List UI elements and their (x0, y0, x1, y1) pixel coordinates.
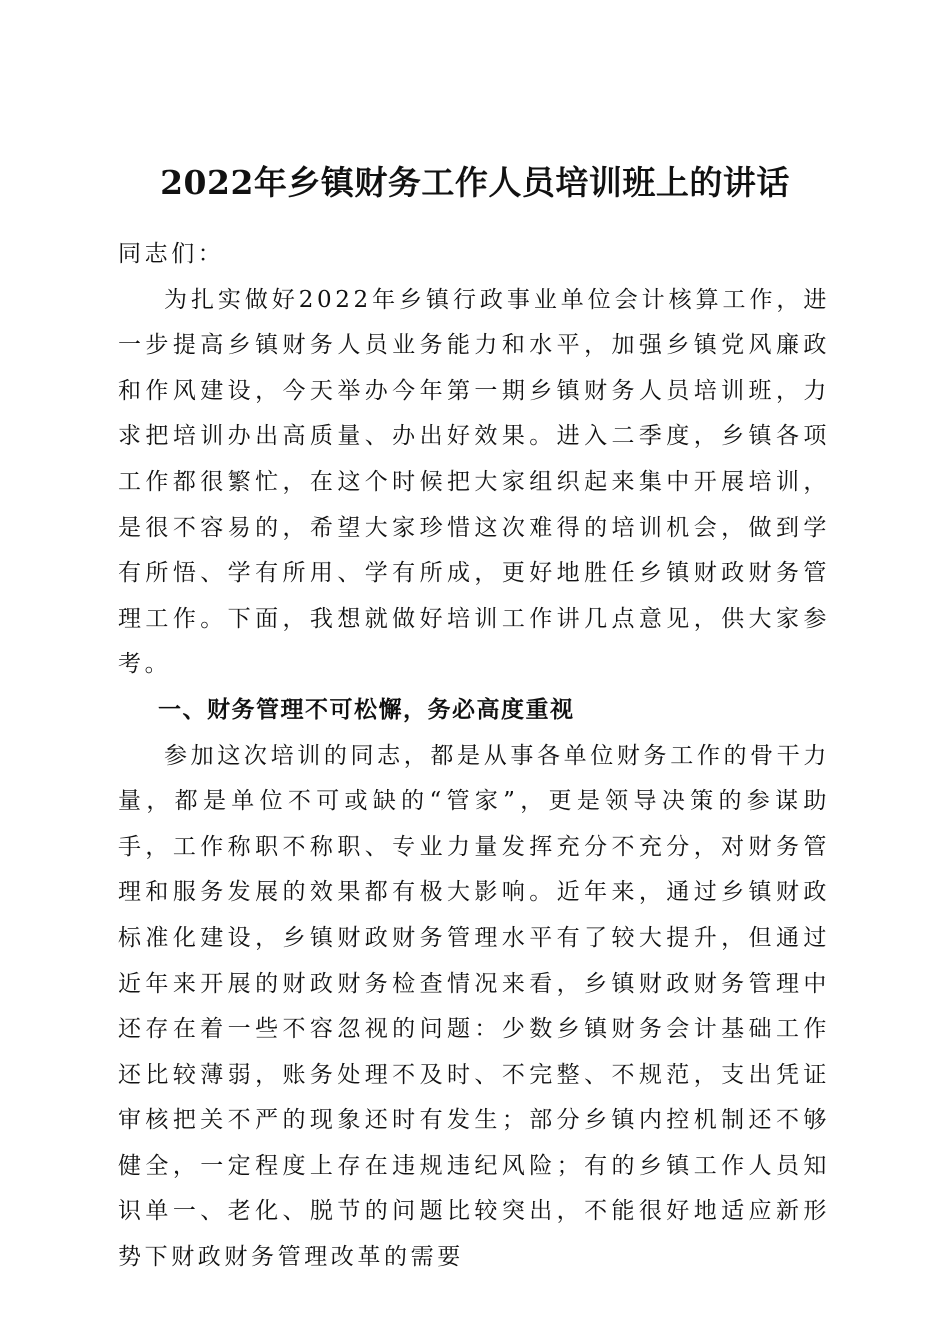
section-heading-1: 一、财务管理不可松懈，务必高度重视 (158, 696, 575, 723)
document-body (118, 232, 830, 1281)
paragraph-intro: 为扎实做好2022年乡镇行政事业单位会计核算工作，进一步提高乡镇财务人员业务能力和水平，加强乡镇党风廉政和作风建设，今天举办今年第一期乡镇财务人员培训班，力求把培训办出高质量、办出好效果。进入二季度，乡镇各项工作都很繁忙，在这个时候把大家组织起来集中开展培训，是很不容易的，希望大家珍惜这次难得的培训机会，做到学有所悟、学有所用、学有所成，更好地胜任乡镇财政财务管理工作。下面，我想就做好培训工作讲几点意见，供大家参考。 (118, 286, 830, 678)
salutation: 同志们： (118, 241, 225, 267)
document-title: 2022年乡镇财务工作人员培训班上的讲话 (160, 163, 790, 203)
paragraph-section-1: 参加这次培训的同志，都是从事各单位财务工作的骨干力量，都是单位不可或缺的“管家”，更是领导决策的参谋助手，工作称职不称职、专业力量发挥充分不充分，对财务管理和服务发展的效果都有极大影响。近年来，通过乡镇财政标准化建设，乡镇财政财务管理水平有了较大提升，但通过近年来开展的财政财务检查情况来看，乡镇财政财务管理中还存在着一些不容忽视的问题：少数乡镇财务会计基础工作还比较薄弱，账务处理不及时、不完整、不规范，支出凭证审核把关不严的现象还时有发生；部分乡镇内控机制还不够健全，一定程度上存在违规违纪风险；有的乡镇工作人员知识单一、老化、脱节的问题比较突出，不能很好地适应新形势下财政财务管理改革的需要 (118, 742, 830, 1271)
